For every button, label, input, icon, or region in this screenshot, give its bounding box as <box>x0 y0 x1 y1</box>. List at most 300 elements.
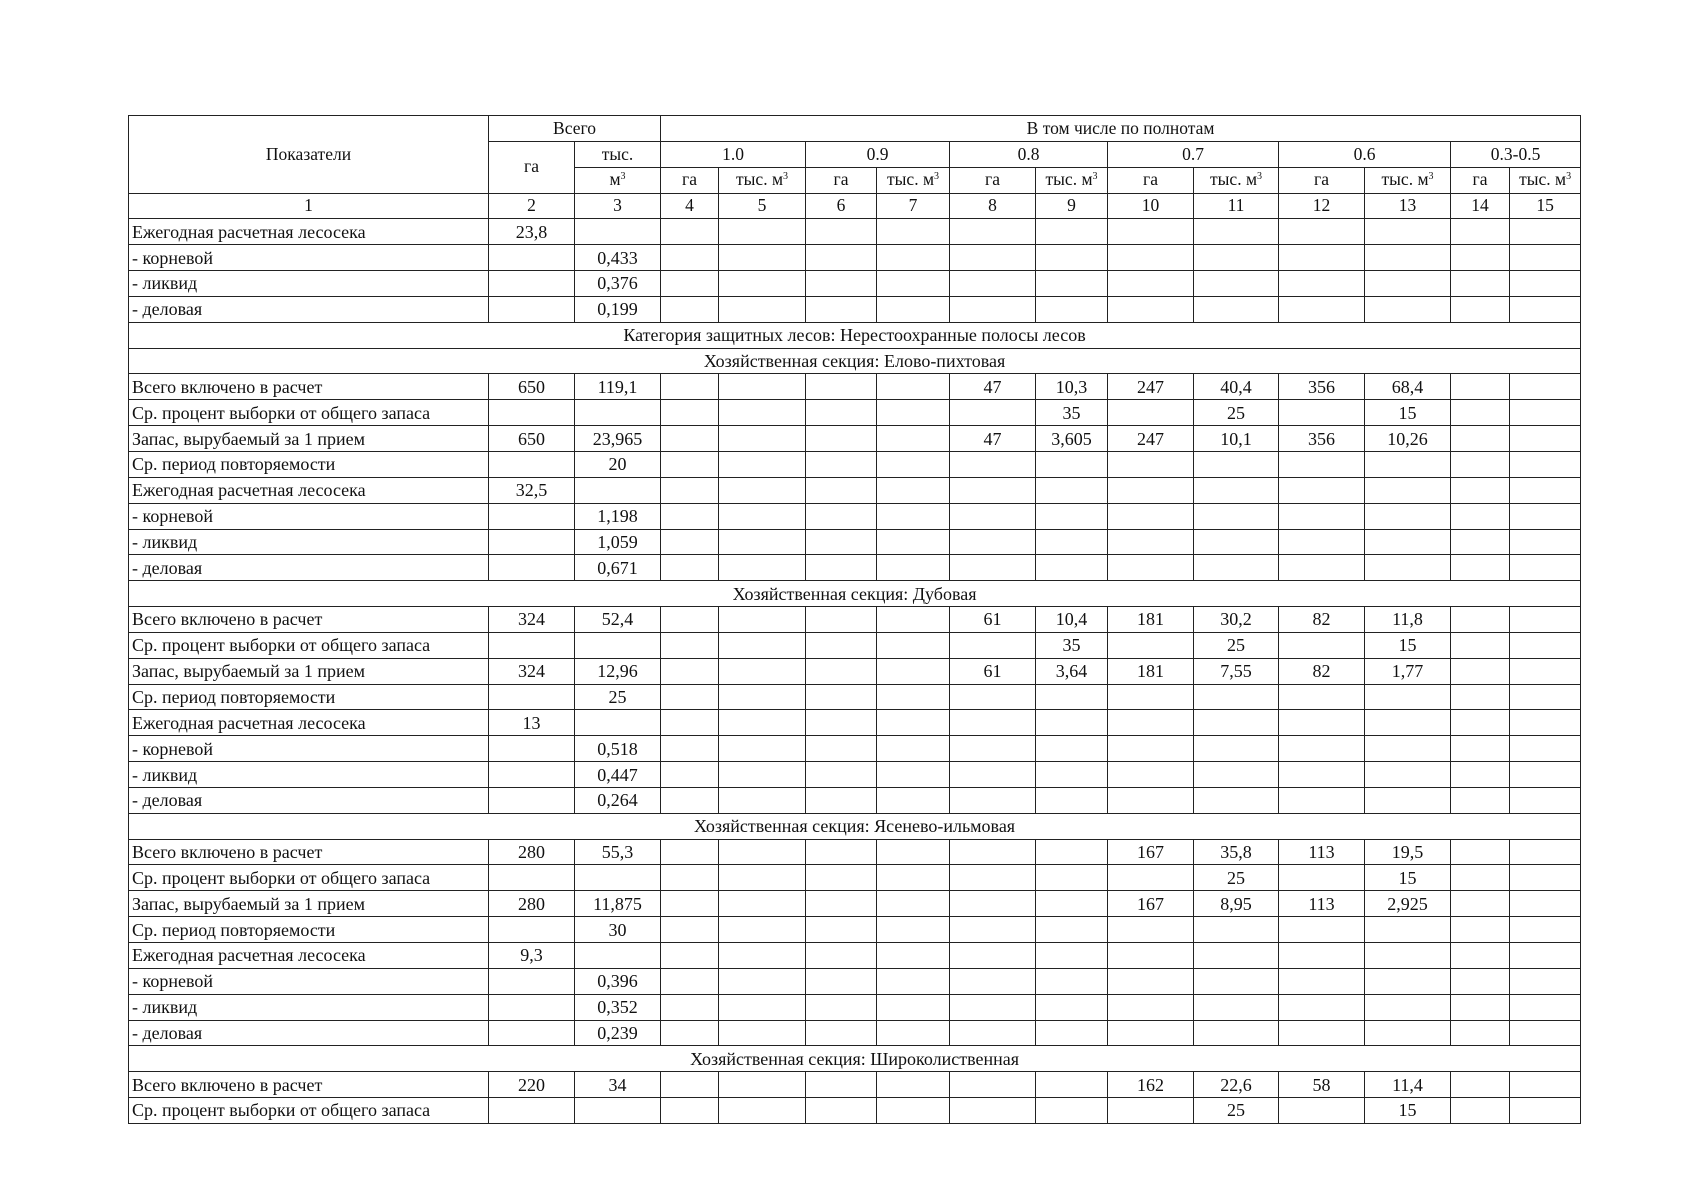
row-label: Всего включено в расчет <box>129 374 489 400</box>
table-cell <box>1108 762 1194 788</box>
table-cell <box>1451 271 1510 297</box>
table-cell <box>661 968 719 994</box>
table-cell <box>806 787 877 813</box>
section-title: Хозяйственная секция: Елово-пихтовая <box>129 348 1581 374</box>
table-cell <box>950 736 1036 762</box>
table-cell <box>719 555 806 581</box>
column-number: 13 <box>1365 193 1451 219</box>
column-number: 6 <box>806 193 877 219</box>
table-cell <box>1510 1020 1581 1046</box>
table-cell <box>950 503 1036 529</box>
table-cell <box>1365 968 1451 994</box>
table-cell <box>575 865 661 891</box>
table-cell <box>1451 1072 1510 1098</box>
table-cell <box>719 477 806 503</box>
table-cell <box>1108 787 1194 813</box>
table-cell <box>661 400 719 426</box>
table-cell <box>1510 271 1581 297</box>
table-cell <box>1451 374 1510 400</box>
table-cell <box>806 1020 877 1046</box>
table-cell <box>1510 1072 1581 1098</box>
table-cell <box>806 1072 877 1098</box>
table-cell: 8,95 <box>1194 891 1279 917</box>
table-cell <box>1194 296 1279 322</box>
table-cell: 47 <box>950 426 1036 452</box>
unit-volume-header: тыс. $м^3$ <box>1036 167 1108 193</box>
table-row <box>129 762 1581 788</box>
table-cell <box>1279 917 1365 943</box>
table-cell <box>1279 710 1365 736</box>
table-cell <box>1194 1020 1279 1046</box>
row-label: - деловая <box>129 787 489 813</box>
row-label: Ср. период повторяемости <box>129 684 489 710</box>
table-cell <box>877 451 950 477</box>
table-cell <box>877 1098 950 1124</box>
table-cell <box>661 762 719 788</box>
table-cell <box>1036 736 1108 762</box>
row-label: Ежегодная расчетная лесосека <box>129 943 489 969</box>
table-cell <box>877 426 950 452</box>
table-cell <box>489 968 575 994</box>
table-cell <box>877 374 950 400</box>
table-cell <box>877 296 950 322</box>
table-cell <box>877 219 950 245</box>
table-cell <box>950 917 1036 943</box>
table-cell <box>661 529 719 555</box>
table-cell <box>1365 451 1451 477</box>
table-cell <box>1451 839 1510 865</box>
table-cell <box>1365 994 1451 1020</box>
table-cell <box>877 994 950 1020</box>
table-cell: 23,8 <box>489 219 575 245</box>
table-cell <box>661 891 719 917</box>
table-cell: 280 <box>489 891 575 917</box>
table-cell <box>950 968 1036 994</box>
row-label: Ср. процент выборки от общего запаса <box>129 400 489 426</box>
table-cell: 9,3 <box>489 943 575 969</box>
table-cell: 10,3 <box>1036 374 1108 400</box>
table-cell <box>661 839 719 865</box>
table-cell <box>1510 555 1581 581</box>
row-label: Запас, вырубаемый за 1 прием <box>129 658 489 684</box>
table-cell: 25 <box>1194 400 1279 426</box>
table-cell <box>877 245 950 271</box>
table-cell <box>806 426 877 452</box>
table-cell <box>1279 865 1365 891</box>
table-cell <box>1108 1098 1194 1124</box>
table-cell <box>1451 787 1510 813</box>
table-cell <box>1194 529 1279 555</box>
table-row <box>129 271 1581 297</box>
table-cell <box>719 607 806 633</box>
table-cell <box>1510 529 1581 555</box>
row-label: Ежегодная расчетная лесосека <box>129 710 489 736</box>
table-cell <box>719 503 806 529</box>
row-label: Всего включено в расчет <box>129 607 489 633</box>
table-cell <box>950 994 1036 1020</box>
table-cell <box>1194 710 1279 736</box>
total-unit-header: $м^3$ <box>575 167 661 193</box>
table-row <box>129 658 1581 684</box>
table-row <box>129 1072 1581 1098</box>
table-row <box>129 245 1581 271</box>
table-cell <box>1108 943 1194 969</box>
table-cell <box>1510 839 1581 865</box>
table-cell <box>1036 787 1108 813</box>
table-cell <box>1451 529 1510 555</box>
section-title: Хозяйственная секция: Широколиственная <box>129 1046 1581 1072</box>
table-cell <box>1194 994 1279 1020</box>
table-cell <box>1365 710 1451 736</box>
table-cell <box>877 762 950 788</box>
table-cell <box>489 245 575 271</box>
table-cell <box>1036 451 1108 477</box>
table-cell <box>1036 296 1108 322</box>
table-cell: 34 <box>575 1072 661 1098</box>
table-cell <box>1108 684 1194 710</box>
table-cell <box>489 632 575 658</box>
table-cell: 35,8 <box>1194 839 1279 865</box>
table-cell <box>1194 477 1279 503</box>
table-cell <box>489 400 575 426</box>
table-cell <box>1279 271 1365 297</box>
column-number-row <box>129 193 1581 219</box>
table-cell <box>806 684 877 710</box>
table-cell <box>877 943 950 969</box>
table-cell <box>661 296 719 322</box>
table-cell <box>661 917 719 943</box>
table-cell <box>1036 917 1108 943</box>
unit-ha-header: га <box>1451 167 1510 193</box>
table-cell: 35 <box>1036 632 1108 658</box>
table-cell <box>877 891 950 917</box>
table-cell: 167 <box>1108 891 1194 917</box>
table-row <box>129 994 1581 1020</box>
section-title: Хозяйственная секция: Дубовая <box>129 581 1581 607</box>
table-cell <box>575 632 661 658</box>
table-cell <box>575 710 661 736</box>
table-cell <box>806 607 877 633</box>
table-cell <box>877 710 950 736</box>
table-cell <box>1194 684 1279 710</box>
table-cell: 220 <box>489 1072 575 1098</box>
table-cell <box>1108 555 1194 581</box>
table-cell <box>950 529 1036 555</box>
unit-volume-header: тыс. $м^3$ <box>1365 167 1451 193</box>
table-cell <box>661 1072 719 1098</box>
table-cell <box>719 994 806 1020</box>
table-cell: 7,55 <box>1194 658 1279 684</box>
row-label: Всего включено в расчет <box>129 839 489 865</box>
table-cell <box>1108 632 1194 658</box>
column-number: 11 <box>1194 193 1279 219</box>
table-cell: 25 <box>575 684 661 710</box>
table-cell: 15 <box>1365 1098 1451 1124</box>
table-cell <box>719 917 806 943</box>
row-label: - корневой <box>129 503 489 529</box>
table-cell: 15 <box>1365 865 1451 891</box>
table-cell <box>1451 710 1510 736</box>
table-cell <box>489 271 575 297</box>
table-cell <box>719 1020 806 1046</box>
table-cell <box>950 839 1036 865</box>
table-cell <box>1279 684 1365 710</box>
table-cell <box>1510 245 1581 271</box>
table-cell <box>661 271 719 297</box>
table-cell <box>1451 1098 1510 1124</box>
table-cell <box>489 296 575 322</box>
table-cell <box>1036 271 1108 297</box>
table-cell <box>1451 943 1510 969</box>
table-cell: 324 <box>489 607 575 633</box>
density-header: 0.9 <box>806 141 950 167</box>
table-cell <box>1510 787 1581 813</box>
table-cell <box>1510 374 1581 400</box>
table-cell <box>1510 865 1581 891</box>
column-number: 9 <box>1036 193 1108 219</box>
table-cell: 0,447 <box>575 762 661 788</box>
table-cell <box>1036 684 1108 710</box>
table-cell <box>1510 917 1581 943</box>
table-cell <box>1451 607 1510 633</box>
table-cell <box>950 245 1036 271</box>
unit-volume-header: тыс. $м^3$ <box>1194 167 1279 193</box>
column-number: 8 <box>950 193 1036 219</box>
table-cell <box>1510 710 1581 736</box>
table-cell <box>489 684 575 710</box>
table-cell <box>1279 555 1365 581</box>
table-cell <box>1194 271 1279 297</box>
table-cell <box>1108 865 1194 891</box>
table-cell <box>1510 632 1581 658</box>
table-cell <box>1036 1098 1108 1124</box>
unit-ha-header: га <box>950 167 1036 193</box>
table-cell: 181 <box>1108 607 1194 633</box>
table-cell <box>806 994 877 1020</box>
table-cell <box>719 839 806 865</box>
row-label: Ср. процент выборки от общего запаса <box>129 1098 489 1124</box>
table-row <box>129 555 1581 581</box>
table-cell: 162 <box>1108 1072 1194 1098</box>
row-label: - ликвид <box>129 994 489 1020</box>
table-cell <box>575 943 661 969</box>
table-cell <box>1194 451 1279 477</box>
section-row <box>129 348 1581 374</box>
table-row <box>129 400 1581 426</box>
table-cell: 82 <box>1279 607 1365 633</box>
table-cell <box>877 1072 950 1098</box>
table-cell <box>1451 503 1510 529</box>
table-cell: 15 <box>1365 400 1451 426</box>
column-number: 10 <box>1108 193 1194 219</box>
table-cell <box>661 219 719 245</box>
table-row <box>129 710 1581 736</box>
table-cell <box>1108 503 1194 529</box>
table-cell: 247 <box>1108 374 1194 400</box>
column-number: 15 <box>1510 193 1581 219</box>
table-cell <box>1510 658 1581 684</box>
table-cell: 40,4 <box>1194 374 1279 400</box>
table-cell: 23,965 <box>575 426 661 452</box>
column-number: 7 <box>877 193 950 219</box>
row-label: Запас, вырубаемый за 1 прием <box>129 891 489 917</box>
table-cell <box>1194 245 1279 271</box>
table-cell: 15 <box>1365 632 1451 658</box>
table-cell <box>1279 762 1365 788</box>
table-cell <box>1510 736 1581 762</box>
table-row <box>129 917 1581 943</box>
table-cell <box>806 891 877 917</box>
table-cell: 0,352 <box>575 994 661 1020</box>
table-cell <box>1108 736 1194 762</box>
table-cell: 1,77 <box>1365 658 1451 684</box>
table-cell <box>950 271 1036 297</box>
table-cell <box>1451 736 1510 762</box>
table-cell <box>1451 426 1510 452</box>
table-cell <box>1194 762 1279 788</box>
indicator-header: Показатели <box>129 116 489 194</box>
table-cell <box>877 477 950 503</box>
table-cell: 10,4 <box>1036 607 1108 633</box>
table-cell <box>1036 503 1108 529</box>
table-cell: 3,64 <box>1036 658 1108 684</box>
table-row <box>129 839 1581 865</box>
row-label: - деловая <box>129 1020 489 1046</box>
table-row <box>129 374 1581 400</box>
table-cell <box>1365 787 1451 813</box>
table-cell <box>1036 477 1108 503</box>
table-cell <box>661 477 719 503</box>
table-cell <box>661 710 719 736</box>
table-cell <box>1510 762 1581 788</box>
table-cell <box>1451 684 1510 710</box>
table-cell <box>1279 968 1365 994</box>
total-thous-header: тыс. <box>575 141 661 167</box>
row-label: - корневой <box>129 245 489 271</box>
table-cell <box>719 736 806 762</box>
table-cell <box>489 994 575 1020</box>
table-cell <box>661 865 719 891</box>
table-cell <box>1451 632 1510 658</box>
table-body <box>129 219 1581 1124</box>
table-cell <box>1108 477 1194 503</box>
column-number: 4 <box>661 193 719 219</box>
table-cell <box>950 865 1036 891</box>
table-cell <box>877 529 950 555</box>
table-cell: 11,875 <box>575 891 661 917</box>
section-row <box>129 813 1581 839</box>
table-cell: 25 <box>1194 632 1279 658</box>
table-cell: 30,2 <box>1194 607 1279 633</box>
table-cell <box>1279 1098 1365 1124</box>
table-cell: 119,1 <box>575 374 661 400</box>
table-cell: 11,4 <box>1365 1072 1451 1098</box>
table-cell <box>1194 555 1279 581</box>
table-cell <box>489 503 575 529</box>
table-cell <box>877 1020 950 1046</box>
table-cell: 356 <box>1279 374 1365 400</box>
table-cell <box>719 219 806 245</box>
table-cell: 0,518 <box>575 736 661 762</box>
table-cell <box>877 736 950 762</box>
table-cell: 167 <box>1108 839 1194 865</box>
table-cell <box>489 736 575 762</box>
row-label: - деловая <box>129 296 489 322</box>
table-cell <box>1108 994 1194 1020</box>
table-cell <box>950 787 1036 813</box>
table-cell: 181 <box>1108 658 1194 684</box>
table-cell <box>950 1098 1036 1124</box>
table-cell <box>1510 891 1581 917</box>
table-cell <box>1365 917 1451 943</box>
table-cell <box>1451 994 1510 1020</box>
table-cell: 13 <box>489 710 575 736</box>
table-cell <box>489 917 575 943</box>
table-row <box>129 219 1581 245</box>
table-cell: 22,6 <box>1194 1072 1279 1098</box>
table-cell <box>1036 1020 1108 1046</box>
table-cell <box>1365 296 1451 322</box>
table-cell <box>806 296 877 322</box>
table-cell <box>489 787 575 813</box>
table-cell <box>719 374 806 400</box>
density-group-header: В том числе по полнотам <box>661 116 1581 142</box>
table-cell <box>806 219 877 245</box>
table-row <box>129 736 1581 762</box>
table-cell <box>1194 787 1279 813</box>
row-label: - корневой <box>129 736 489 762</box>
table-cell <box>719 762 806 788</box>
section-row <box>129 1046 1581 1072</box>
table-cell <box>806 503 877 529</box>
table-cell: 47 <box>950 374 1036 400</box>
column-number: 1 <box>129 193 489 219</box>
column-number: 2 <box>489 193 575 219</box>
table-cell <box>661 787 719 813</box>
table-cell: 11,8 <box>1365 607 1451 633</box>
total-header: Всего <box>489 116 661 142</box>
table-cell <box>1451 451 1510 477</box>
column-number: 14 <box>1451 193 1510 219</box>
table-cell: 25 <box>1194 865 1279 891</box>
table-cell <box>1279 787 1365 813</box>
section-title: Категория защитных лесов: Нерестоохранные полосы лесов <box>129 322 1581 348</box>
table-cell <box>719 451 806 477</box>
table-row <box>129 968 1581 994</box>
row-label: Всего включено в расчет <box>129 1072 489 1098</box>
table-cell <box>661 374 719 400</box>
table-cell: 25 <box>1194 1098 1279 1124</box>
density-header: 0.8 <box>950 141 1108 167</box>
table-cell <box>719 891 806 917</box>
row-label: Ср. период повторяемости <box>129 917 489 943</box>
density-header: 0.7 <box>1108 141 1279 167</box>
table-cell <box>877 684 950 710</box>
table-cell <box>950 762 1036 788</box>
table-cell: 61 <box>950 607 1036 633</box>
table-cell: 113 <box>1279 891 1365 917</box>
table-cell <box>1279 529 1365 555</box>
table-row <box>129 684 1581 710</box>
table-cell <box>1510 943 1581 969</box>
table-cell <box>950 296 1036 322</box>
table-cell: 0,264 <box>575 787 661 813</box>
table-cell <box>950 555 1036 581</box>
table-cell <box>719 658 806 684</box>
table-cell <box>575 400 661 426</box>
table-cell: 20 <box>575 451 661 477</box>
table-cell <box>575 477 661 503</box>
